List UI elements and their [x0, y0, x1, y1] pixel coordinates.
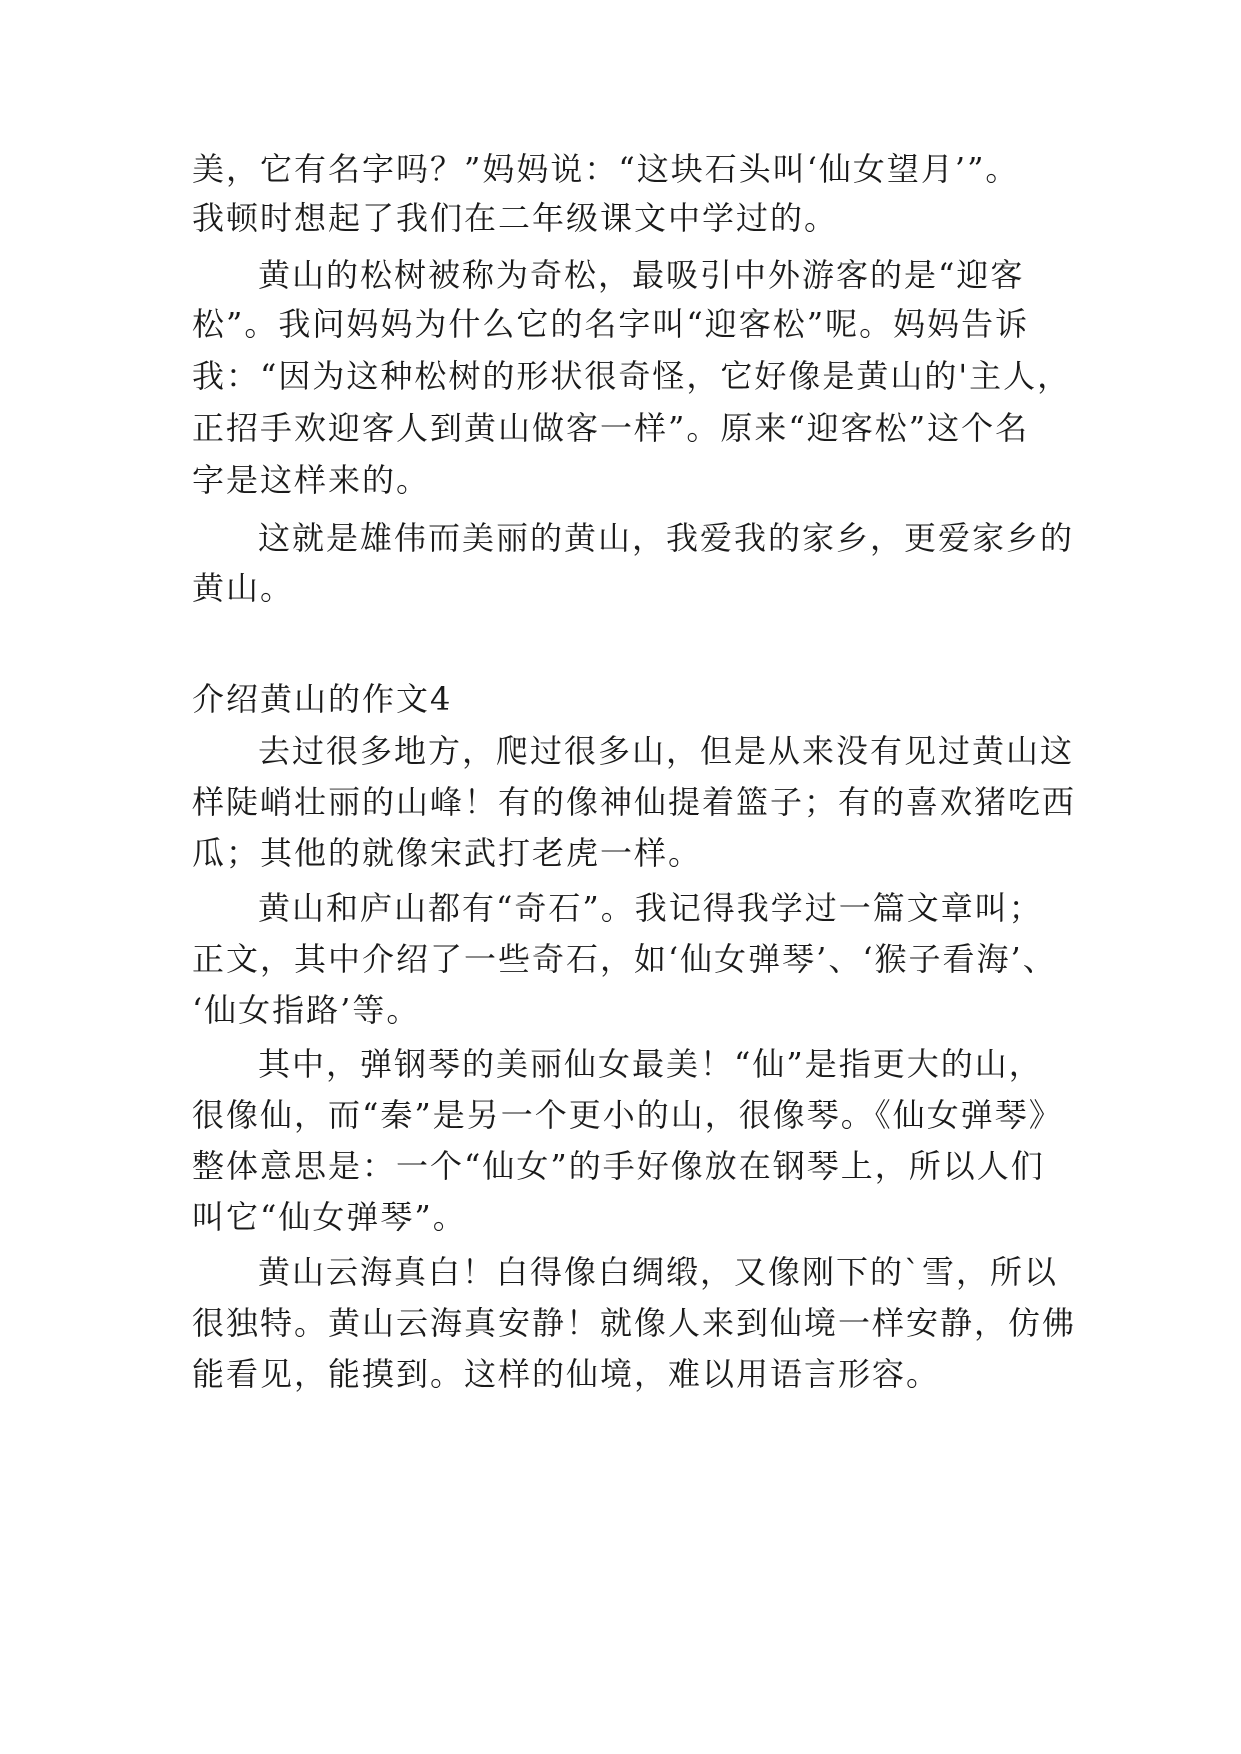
- paragraph-line: ‘仙女指路’等。: [192, 991, 421, 1029]
- paragraph-line: 美，它有名字吗？”妈妈说：“这块石头叫‘仙女望月’”。: [192, 150, 1020, 188]
- paragraph-line: 整体意思是：一个“仙女”的手好像放在钢琴上，所以人们: [192, 1147, 1045, 1185]
- paragraph-line: 黄山和庐山都有“奇石”。我记得我学过一篇文章叫；: [258, 889, 1043, 927]
- paragraph-line: 这就是雄伟而美丽的黄山，我爱我的家乡，更爱家乡的: [258, 519, 1075, 557]
- section-heading: 介绍黄山的作文4: [192, 680, 453, 718]
- paragraph-line: 黄山。: [192, 569, 295, 607]
- paragraph-line: 正招手欢迎客人到黄山做客一样”。原来“迎客松”这个名: [192, 409, 1030, 447]
- paragraph-line: 很独特。黄山云海真安静！就像人来到仙境一样安静，仿佛: [192, 1304, 1077, 1342]
- paragraph-line: 黄山的松树被称为奇松，最吸引中外游客的是“迎客: [258, 256, 1025, 294]
- paragraph-line: 黄山云海真白！白得像白绸缎，又像刚下的`雪，所以: [258, 1253, 1059, 1291]
- paragraph-line: 正文，其中介绍了一些奇石，如‘仙女弹琴’、‘猴子看海’、: [192, 940, 1057, 978]
- paragraph-line: 很像仙，而“秦”是另一个更小的山，很像琴。《仙女弹琴》: [192, 1096, 1063, 1134]
- paragraph-line: 瓜；其他的就像宋武打老虎一样。: [192, 834, 703, 872]
- paragraph-line: 我：“因为这种松树的形状很奇怪，它好像是黄山的'主人，: [192, 357, 1072, 395]
- paragraph-line: 松”。我问妈妈为什么它的名字叫“迎客松”呢。妈妈告诉: [192, 305, 1030, 343]
- paragraph-line: 能看见，能摸到。这样的仙境，难以用语言形容。: [192, 1355, 941, 1393]
- paragraph-line: 样陡峭壮丽的山峰！有的像神仙提着篮子；有的喜欢猪吃西: [192, 783, 1077, 821]
- paragraph-line: 我顿时想起了我们在二年级课文中学过的。: [192, 199, 839, 237]
- paragraph-line: 叫它“仙女弹琴”。: [192, 1198, 467, 1236]
- paragraph-line: 字是这样来的。: [192, 461, 431, 499]
- paragraph-line: 去过很多地方，爬过很多山，但是从来没有见过黄山这: [258, 732, 1075, 770]
- paragraph-line: 其中，弹钢琴的美丽仙女最美！“仙”是指更大的山，: [258, 1045, 1043, 1083]
